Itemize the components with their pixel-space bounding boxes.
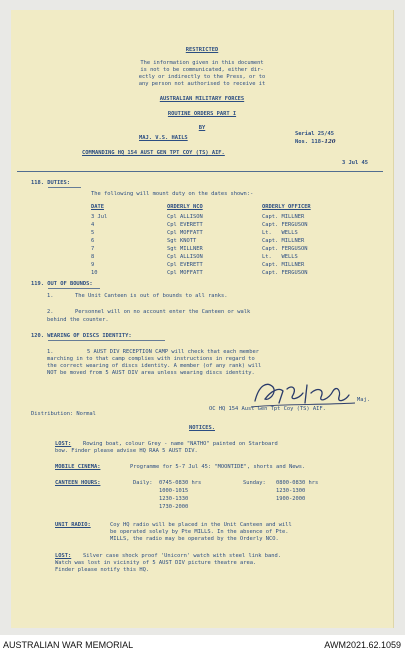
column-header-date: DATE [91, 204, 104, 210]
archive-footer [0, 637, 405, 653]
serial-number: Serial 25/45 [295, 131, 334, 137]
signature-title: OC HQ 154 Aust Gen Tpt Coy (TS) AIF. [209, 406, 326, 412]
unit-radio-line-1: Coy HQ radio will be placed in the Unit Canteen and will [110, 522, 292, 528]
order-118-underline [48, 187, 81, 188]
duty-orderly-officer: Capt. MILLNER [262, 238, 305, 244]
archive-name: AUSTRALIAN WAR MEMORIAL [3, 640, 134, 650]
duty-date: 7 [91, 246, 95, 252]
order-120-line-4: NOT be moved from 5 AUST DIV area unless wearing discs identity. [47, 370, 255, 376]
order-numbers [295, 139, 335, 146]
unit-radio-label: UNIT RADIO: [55, 522, 91, 528]
canteen-daily-time-3: 1230-1330 [159, 496, 189, 502]
canteen-sunday-time-3: 1900-2000 [276, 496, 306, 502]
order-119-para-2-number: 2. [47, 309, 54, 315]
command-line: COMMANDING HQ 154 AUST GEN TPT COY (TS) AIF. [82, 150, 225, 156]
unit-radio-line-2: be operated solely by Pte MILLS. In the absence of Pte. [110, 529, 289, 535]
order-120-para-1-number: 1. [47, 349, 54, 355]
duty-date: 5 [91, 230, 95, 236]
lost-boat-line-1: Rowing boat, colour Grey - name "NATHO" painted on Starboard [83, 441, 278, 447]
document-title: ROUTINE ORDERS PART I [167, 111, 237, 117]
order-120-underline [48, 340, 165, 341]
duty-date: 10 [91, 270, 98, 276]
order-119-para-1: The Unit Canteen is out of bounds to all ranks. [75, 293, 228, 299]
order-119-para-1-number: 1. [47, 293, 54, 299]
order-118-intro: The following will mount duty on the dates shown:- [91, 191, 254, 197]
canteen-daily-time-2: 1000-1015 [159, 488, 189, 494]
archive-accession-number: AWM2021.62.1059 [324, 640, 401, 650]
duty-orderly-nco: Cpl MOFFATT [167, 270, 203, 276]
force-heading: AUSTRALIAN MILITARY FORCES [159, 96, 245, 102]
canteen-sunday-time-2: 1230-1300 [276, 488, 306, 494]
order-120-line-3: the correct wearing of discs identity. A member (of any rank) will [47, 363, 262, 369]
document-page [11, 10, 394, 628]
order-119-para-2-line-1: Personnel will on no account enter the Canteen or walk [75, 309, 251, 315]
duty-orderly-officer: Lt. WELLS [262, 230, 298, 236]
order-119-heading: 119. OUT OF BOUNDS: [31, 281, 93, 287]
unit-radio-line-3: MILLS, the radio may be operated by the Orderly NCO. [110, 536, 279, 542]
duty-date: 9 [91, 262, 95, 268]
lost-watch-line-1: Silver case shock proof 'Unicorn' watch with steel link band. [83, 553, 281, 559]
canteen-daily-label: Daily: [133, 480, 153, 486]
duty-date: 4 [91, 222, 95, 228]
duty-orderly-nco: Cpl ALLISON [167, 214, 203, 220]
duty-orderly-officer: Lt. WELLS [262, 254, 298, 260]
signature-rank: Maj. [357, 397, 370, 403]
duty-orderly-nco: Cpl EVERETT [167, 222, 203, 228]
canteen-daily-time-4: 1730-2000 [159, 504, 189, 510]
lost-watch-label: LOST: [55, 553, 72, 559]
duty-date: 8 [91, 254, 95, 260]
order-120-heading: 120. WEARING OF DISCS IDENTITY: [31, 333, 132, 339]
officer-name: MAJ. V.S. HAILS [139, 135, 188, 141]
canteen-sunday-label: Sunday: [243, 480, 266, 486]
duty-date: 6 [91, 238, 95, 244]
duty-orderly-officer: Capt. FERGUSON [262, 270, 308, 276]
order-numbers-typed: Nos. 118- [295, 139, 325, 145]
duty-orderly-officer: Capt. FERGUSON [262, 246, 308, 252]
duty-orderly-nco: Cpl EVERETT [167, 262, 203, 268]
canteen-hours-label: CANTEEN HOURS: [55, 480, 101, 486]
lost-boat-line-2: bow. Finder please advise HQ RAA 5 AUST DIV. [55, 448, 198, 454]
column-header-orderly-nco: ORDERLY NCO [167, 204, 203, 210]
order-120-line-2: marching in to that camp complies with instructions in regard to [47, 356, 255, 362]
caveat-line-1: The information given in this document [140, 60, 264, 66]
duty-orderly-nco: Sgt MILLNER [167, 246, 203, 252]
column-header-orderly-officer: ORDERLY OFFICER [262, 204, 311, 210]
duty-orderly-nco: Sgt KNOTT [167, 238, 197, 244]
lost-watch-line-2: Watch was lost in vicinity of 5 AUST DIV picture theatre area. [55, 560, 257, 566]
order-120-line-1: 5 AUST DIV RECEPTION CAMP will check that each member [87, 349, 260, 355]
classification-heading: RESTRICTED [185, 47, 219, 53]
notices-heading: NOTICES. [189, 425, 215, 431]
order-numbers-handwritten: 120 [324, 139, 336, 145]
lost-watch-line-3: Finder please notify this HQ. [55, 567, 150, 573]
duty-orderly-officer: Capt. FERGUSON [262, 222, 308, 228]
duty-date: 3 Jul [91, 214, 108, 220]
distribution-line: Distribution: Normal [31, 411, 96, 417]
caveat-line-4: any person not authorised to receive it [138, 81, 266, 87]
by-label: BY [198, 125, 206, 131]
caveat-line-2: is not to be communicated, either dir- [140, 67, 264, 73]
order-118-heading: 118. DUTIES: [31, 180, 70, 186]
lost-boat-label: LOST: [55, 441, 72, 447]
caveat-line-3: ectly or indirectly to the Press, or to [138, 74, 266, 80]
mobile-cinema-label: MOBILE CINEMA: [55, 464, 101, 470]
duty-orderly-officer: Capt. MILLNER [262, 214, 305, 220]
mobile-cinema-text: Programme for 5-7 Jul 45: "MOONTIDE", shorts and News. [130, 464, 306, 470]
duty-orderly-officer: Capt. MILLNER [262, 262, 305, 268]
canteen-daily-time-1: 0745-0830 hrs [159, 480, 202, 486]
header-divider [17, 171, 383, 172]
duty-orderly-nco: Cpl ALLISON [167, 254, 203, 260]
canteen-sunday-time-1: 0800-0830 hrs [276, 480, 319, 486]
order-119-para-2-line-2: behind the counter. [47, 317, 109, 323]
order-119-underline [48, 288, 100, 289]
document-date: 3 Jul 45 [342, 160, 368, 166]
duty-orderly-nco: Cpl MOFFATT [167, 230, 203, 236]
